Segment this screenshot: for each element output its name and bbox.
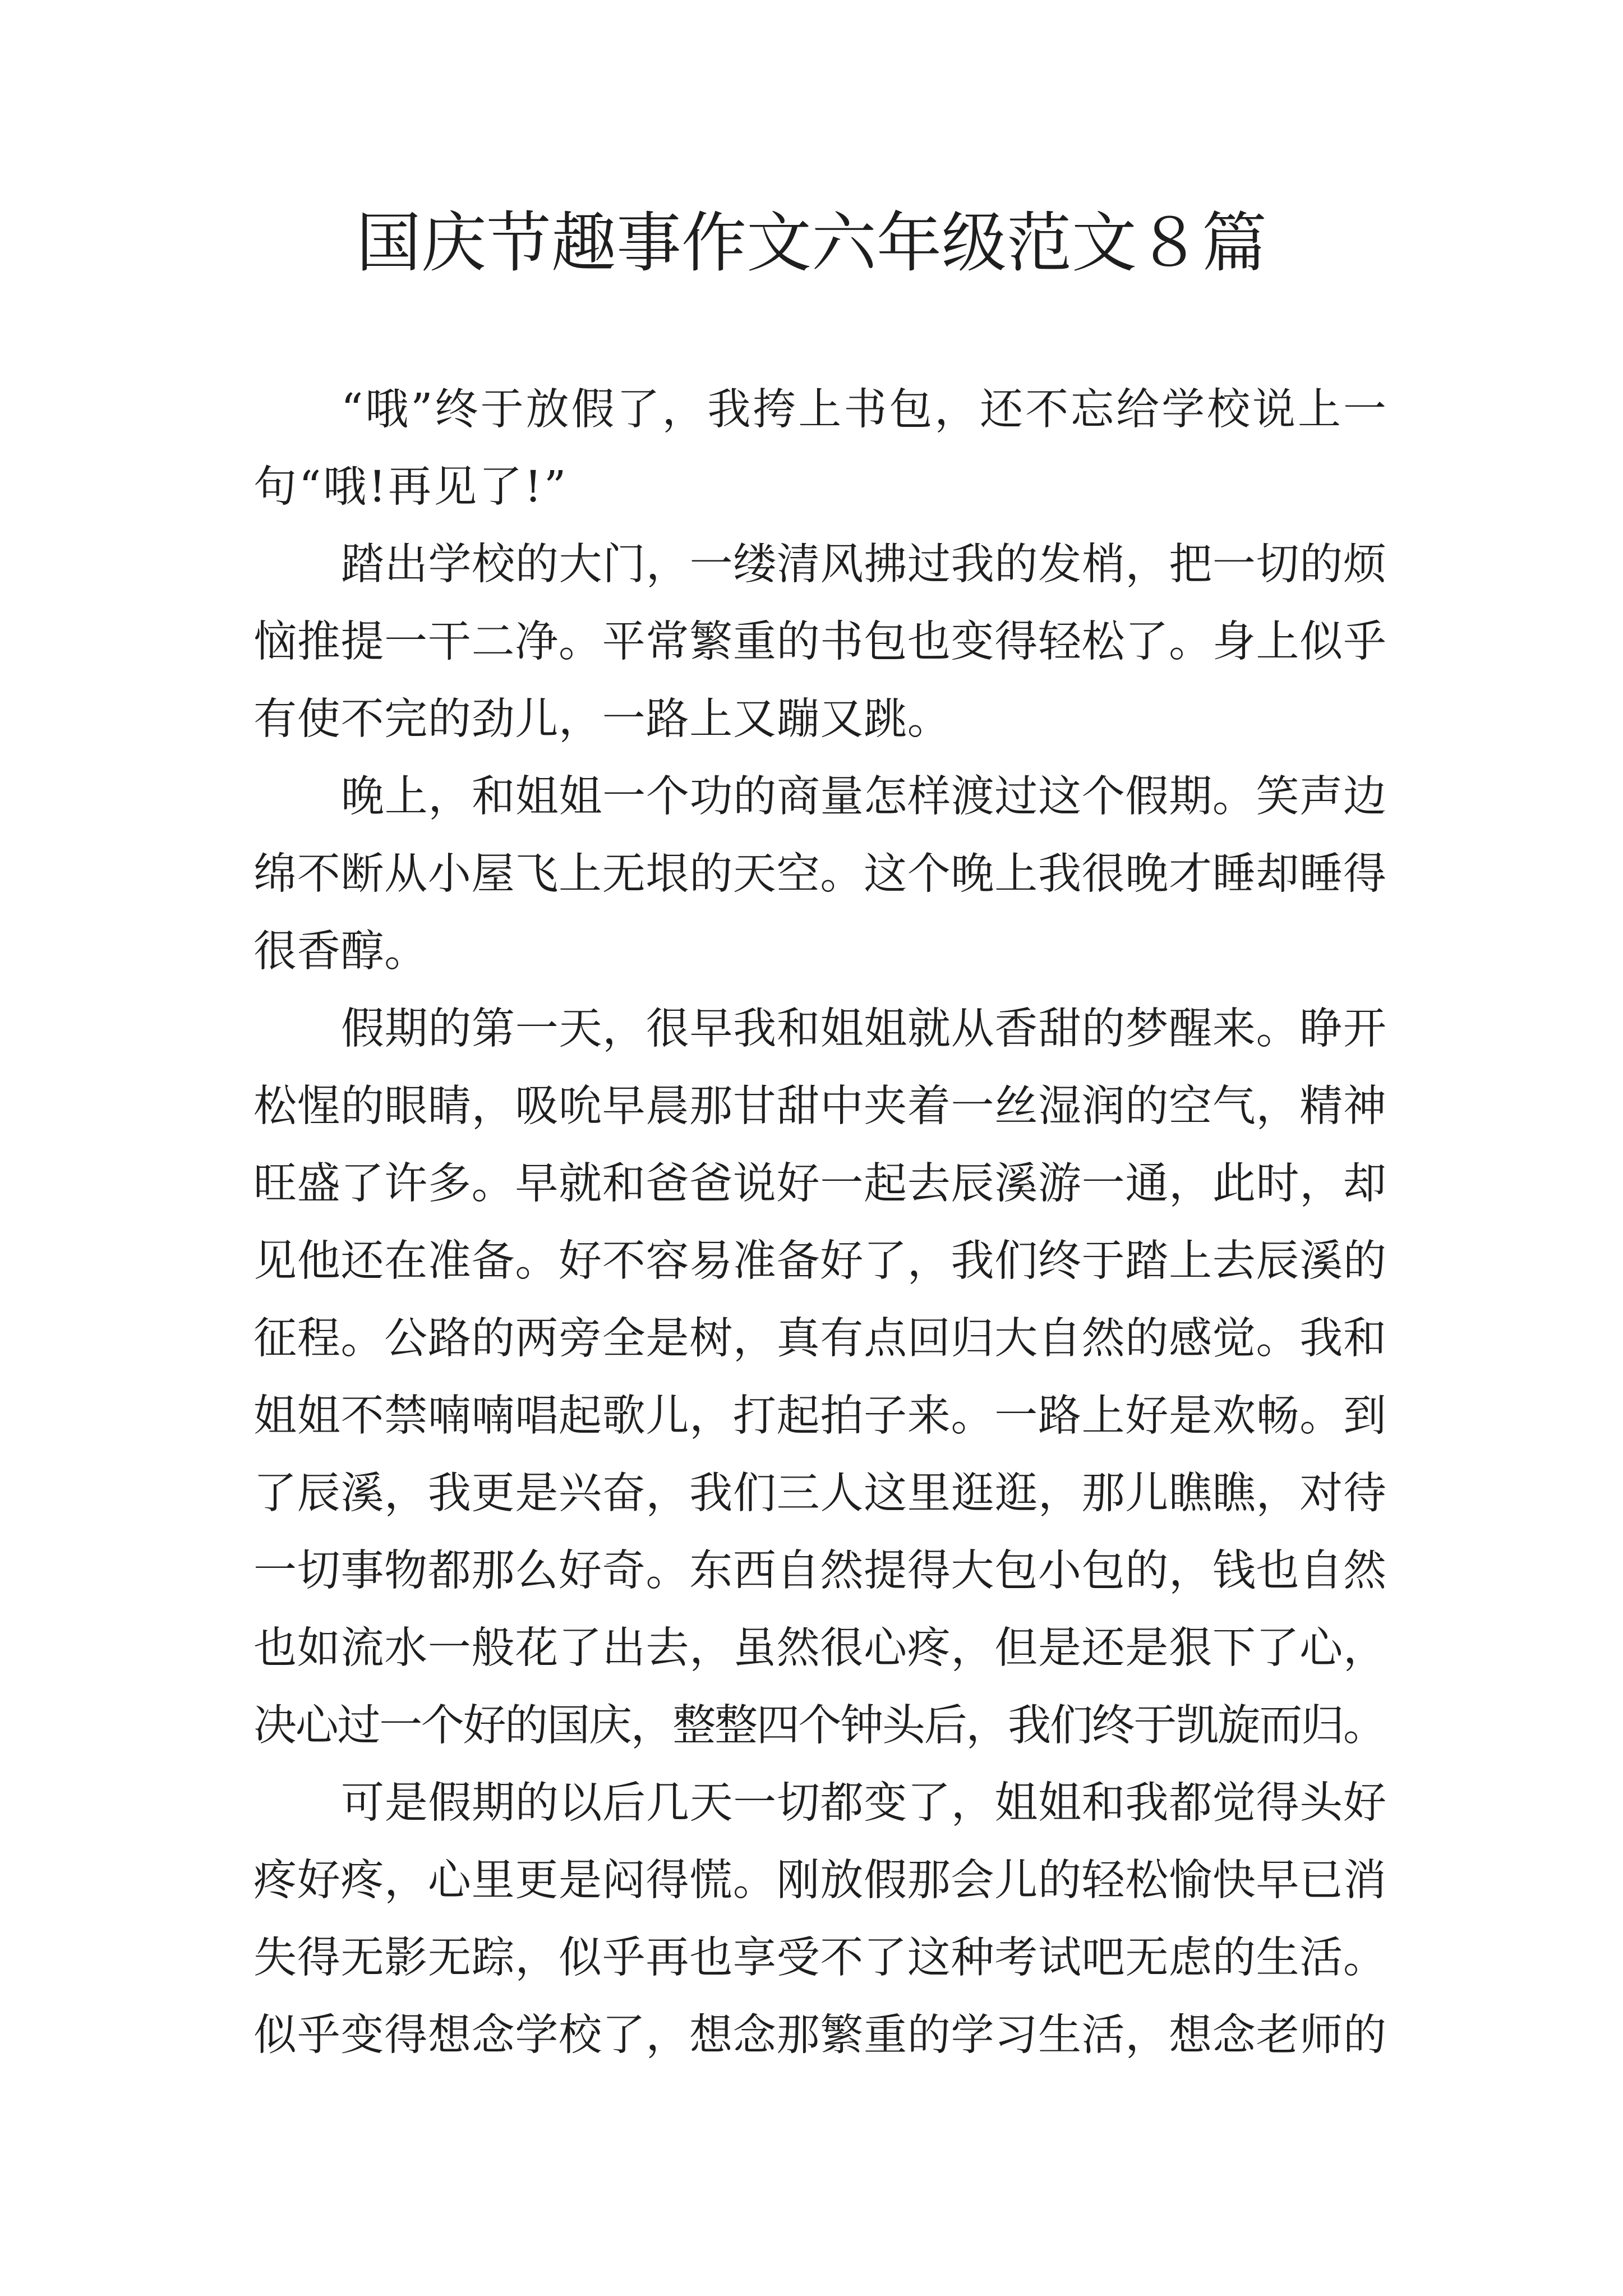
text-line: 也如流水一般花了出去，虽然很心疼，但是还是狠下了心， xyxy=(253,1623,1387,1673)
text-line: 了辰溪，我更是兴奋，我们三人这里逛逛，那儿瞧瞧，对待 xyxy=(253,1469,1387,1519)
document-body xyxy=(253,371,1389,2074)
text-line: 句“哦!再见了!” xyxy=(253,462,569,512)
text-line: 踏出学校的大门，一缕清风拂过我的发梢，把一切的烦 xyxy=(341,540,1387,590)
paragraph xyxy=(253,526,1386,758)
text-line: 绵不断从小屋飞上无垠的天空。这个晚上我很晚才睡却睡得 xyxy=(253,849,1387,899)
page-title: 国庆节趣事作文六年级范文８篇 xyxy=(356,205,1267,281)
text-line: 似乎变得想念学校了，想念那繁重的学习生活，想念老师的 xyxy=(253,2010,1387,2060)
text-line: 恼推提一干二净。平常繁重的书包也变得轻松了。身上似乎 xyxy=(253,617,1387,667)
text-line: 很香醇。 xyxy=(253,927,428,977)
text-line: 有使不完的劲儿，一路上又蹦又跳。 xyxy=(253,694,951,744)
text-line: 松惺的眼睛，吸吮早晨那甘甜中夹着一丝湿润的空气，精神 xyxy=(253,1082,1387,1131)
text-line: 见他还在准备。好不容易准备好了，我们终于踏上去辰溪的 xyxy=(253,1236,1387,1286)
text-line: 假期的第一天，很早我和姐姐就从香甜的梦醒来。睁开 xyxy=(341,1004,1387,1054)
text-line: 疼好疼，心里更是闷得慌。刚放假那会儿的轻松愉快早已消 xyxy=(253,1856,1387,1906)
text-line: 姐姐不禁喃喃唱起歌儿，打起拍子来。一路上好是欢畅。到 xyxy=(253,1391,1387,1441)
paragraph xyxy=(253,991,1386,1765)
text-line: 失得无影无踪，似乎再也享受不了这种考试吧无虑的生活。 xyxy=(253,1933,1387,1983)
paragraph xyxy=(253,1765,1386,2074)
text-line: 一切事物都那么好奇。东西自然提得大包小包的，钱也自然 xyxy=(253,1546,1387,1596)
paragraph xyxy=(253,758,1386,991)
text-line: “哦”终于放假了，我挎上书包，还不忘给学校说上一 xyxy=(341,385,1389,435)
text-line: 决心过一个好的国庆，整整四个钟头后，我们终于凯旋而归。 xyxy=(253,1701,1385,1751)
text-line: 旺盛了许多。早就和爸爸说好一起去辰溪游一通，此时，却 xyxy=(253,1159,1387,1209)
text-line: 可是假期的以后几天一切都变了，姐姐和我都觉得头好 xyxy=(341,1778,1387,1828)
text-line: 晚上，和姐姐一个功的商量怎样渡过这个假期。笑声边 xyxy=(341,772,1387,822)
paragraph xyxy=(253,371,1389,526)
text-line: 征程。公路的两旁全是树，真有点回归大自然的感觉。我和 xyxy=(253,1314,1387,1364)
